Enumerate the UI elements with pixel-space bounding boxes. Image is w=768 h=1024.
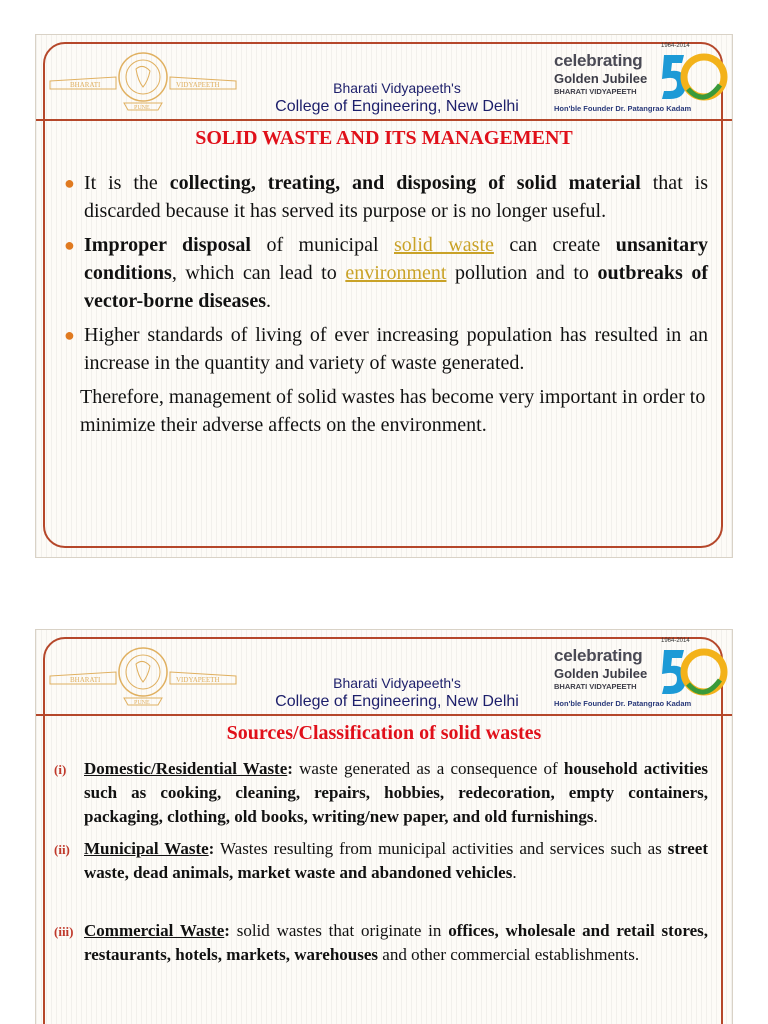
emblem-left-text: BHARATI xyxy=(70,676,101,684)
jubilee-founder: Hon'ble Founder Dr. Patangrao Kadam xyxy=(554,699,692,708)
list-item: (i) Domestic/Residential Waste: waste generated as a consequence of household activities such as cooking, cleaning, repairs, hobbies, redecoration, empty containers, packaging, clothing, old books, writing/new paper, and old furnishings. xyxy=(54,759,708,826)
college-name xyxy=(254,674,540,712)
item-number: (i) xyxy=(54,762,67,777)
emblem-bottom-text: PUNE xyxy=(134,700,150,706)
item-heading: Commercial Waste xyxy=(84,921,225,940)
emblem-left-text: BHARATI xyxy=(70,81,101,89)
college-line-2: College of Engineering, New Delhi xyxy=(275,693,519,710)
list-item: (ii) Municipal Waste: Wastes resulting from municipal activities and services such as street waste, dead animals, market waste and abandoned vehicles. xyxy=(54,839,708,882)
header-divider xyxy=(36,119,732,121)
bullet-icon: ● xyxy=(64,173,75,193)
slide-header xyxy=(36,35,732,121)
jubilee-celebrating: celebrating xyxy=(554,51,643,70)
list-item: ● Improper disposal of municipal solid waste can create unsanitary conditions, which can lead to environment pollution and to outbreaks of vector-borne diseases. xyxy=(64,231,708,315)
college-line-2: College of Engineering, New Delhi xyxy=(275,98,519,115)
jubilee-golden: Golden Jubilee xyxy=(554,71,648,86)
emblem-bottom-text: PUNE xyxy=(134,105,150,111)
spacer xyxy=(54,893,708,919)
college-name xyxy=(254,79,540,117)
jubilee-founder: Hon'ble Founder Dr. Patangrao Kadam xyxy=(554,104,692,113)
golden-jubilee-logo xyxy=(550,41,732,117)
college-emblem-icon xyxy=(48,638,238,710)
slide-body xyxy=(64,169,708,439)
slide-1 xyxy=(35,34,733,558)
slide-body xyxy=(54,757,708,975)
golden-jubilee-logo xyxy=(550,636,732,712)
jubilee-years: 1964-2014 xyxy=(661,43,690,49)
jubilee-celebrating: celebrating xyxy=(554,646,643,665)
college-line-1: Bharati Vidyapeeth's xyxy=(333,80,461,96)
list-item: ● It is the collecting, treating, and disposing of solid material that is discarded because it has served its purpose or is no longer useful. xyxy=(64,169,708,225)
bullet-icon: ● xyxy=(64,235,75,255)
college-emblem-icon xyxy=(48,43,238,115)
item-number: (ii) xyxy=(54,842,70,857)
item-heading: Municipal Waste xyxy=(84,839,209,858)
slide-title: Sources/Classification of solid wastes xyxy=(226,722,542,744)
list-item: (iii) Commercial Waste: solid wastes that originate in offices, wholesale and retail stores, restaurants, hotels, markets, warehouses and other commercial establishments. xyxy=(54,921,708,964)
jubilee-bv: BHARATI VIDYAPEETH xyxy=(554,87,637,96)
slide-header xyxy=(36,630,732,716)
slide-2 xyxy=(35,629,733,1024)
solid-waste-link[interactable]: solid waste xyxy=(394,234,494,256)
jubilee-bv: BHARATI VIDYAPEETH xyxy=(554,682,637,691)
jubilee-golden: Golden Jubilee xyxy=(554,666,648,681)
jubilee-years: 1964-2014 xyxy=(661,638,690,644)
list-item: ● Higher standards of living of ever increasing population has resulted in an increase in the quantity and variety of waste generated. xyxy=(64,321,708,377)
emblem-right-text: VIDYAPEETH xyxy=(176,676,220,684)
fifty-logo-icon xyxy=(658,644,728,700)
item-number: (iii) xyxy=(54,924,74,939)
emblem-right-text: VIDYAPEETH xyxy=(176,81,220,89)
conclusion-paragraph: Therefore, management of solid wastes has become very important in order to minimize their adverse affects on the environment. xyxy=(80,386,706,436)
item-heading: Domestic/Residential Waste xyxy=(84,759,288,778)
environment-link[interactable]: environment xyxy=(345,262,447,284)
slide-title: SOLID WASTE AND ITS MANAGEMENT xyxy=(195,127,573,149)
fifty-logo-icon xyxy=(658,49,728,105)
college-line-1: Bharati Vidyapeeth's xyxy=(333,675,461,691)
bullet-icon: ● xyxy=(64,325,75,345)
header-divider xyxy=(36,714,732,716)
